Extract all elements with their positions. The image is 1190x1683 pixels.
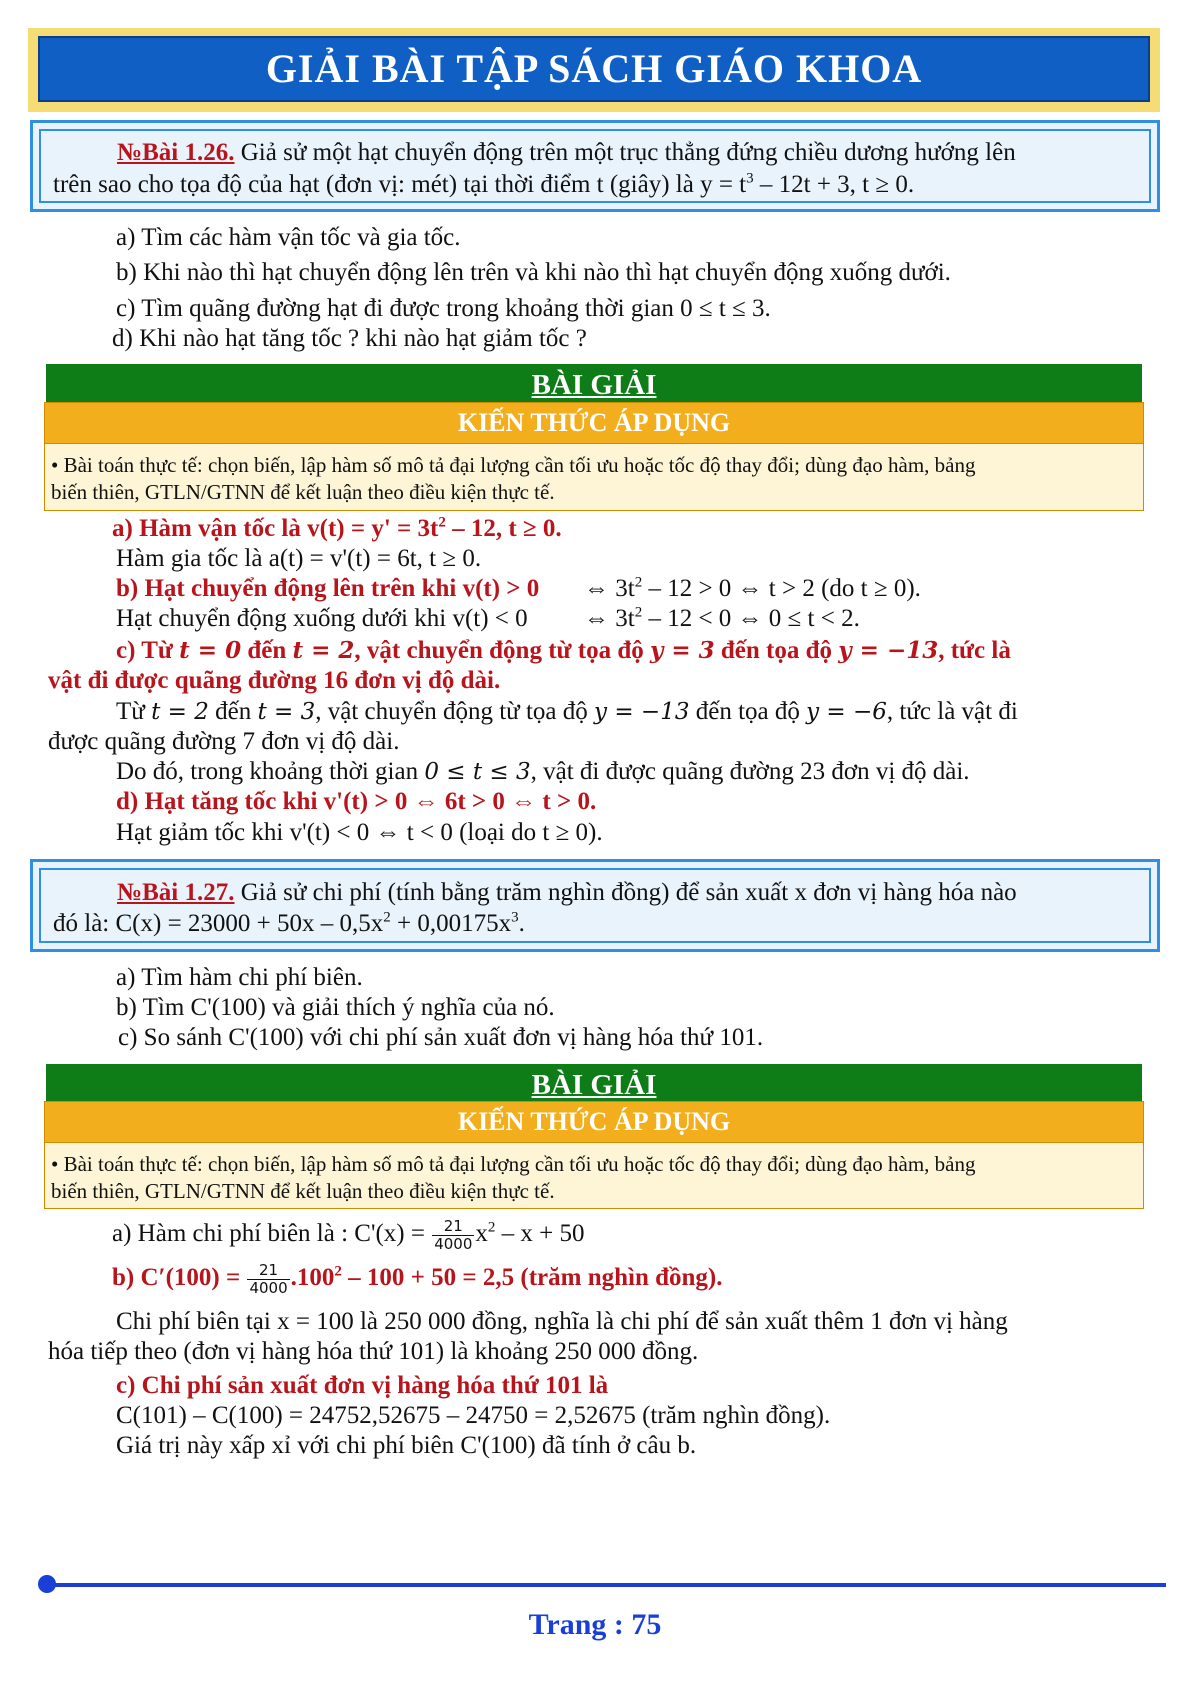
knowledge-1-heading: KIẾN THỨC ÁP DỤNG [44, 402, 1144, 444]
problem-1-item-b: b) Khi nào thì hạt chuyển động lên trên và khi nào thì hạt chuyển động xuống dưới. [116, 259, 951, 286]
solution-2-b-line2: Chi phí biên tại x = 100 là 250 000 đồng, nghĩa là chi phí để sản xuất thêm 1 đơn vị hàng [116, 1308, 1008, 1335]
knowledge-2-heading: KIẾN THỨC ÁP DỤNG [44, 1101, 1144, 1143]
problem-1-item-d: d) Khi nào hạt tăng tốc ? khi nào hạt giảm tốc ? [112, 325, 587, 352]
solution-2-heading: BÀI GIẢI [46, 1064, 1142, 1104]
solution-1-c-line2: vật đi được quãng đường 16 đơn vị độ dài. [48, 667, 501, 694]
solution-2-c-line1: c) Chi phí sản xuất đơn vị hàng hóa thứ 101 là [116, 1372, 609, 1399]
solution-1-b-line1-math: ⇔ $3t^2 - 12 > 0$ ⇔ t > 2 (do t ≥ 0). [584, 574, 921, 602]
problem-2-item-b: b) Tìm C'(100) và giải thích ý nghĩa của nó. [116, 994, 555, 1021]
problem-1-number: №Bài 1.26. [117, 139, 235, 166]
solution-2-a-line: a) Hàm chi phí biên là : C'(x) = $\frac{21}{4000}$ $x^2 - x + 50$ [112, 1216, 585, 1253]
problem-2-number: №Bài 1.27. [117, 879, 235, 906]
problem-2-statement: №Bài 1.27. Giả sử chi phí (tính bằng trăm nghìn đồng) để sản xuất x đơn vị hàng hóa nào [117, 879, 1017, 906]
page-number: Trang : 75 [528, 1608, 662, 1641]
solution-2-c-line3: Giá trị này xấp xỉ với chi phí biên C'(100) đã tính ở câu b. [116, 1432, 697, 1459]
solution-1-c-line3: Từ t = 2 đến t = 3, vật chuyển động từ tọa độ y = −13 đến tọa độ y = −6, tức là vật đi [116, 698, 1018, 725]
solution-1-d-line1: d) Hạt tăng tốc khi v'(t) > 0 ⇔ 6t > 0 ⇔ t > 0. [116, 788, 597, 815]
solution-2-c-line2: C(101) – C(100) = 24752,52675 – 24750 = 2,52675 (trăm nghìn đồng). [116, 1402, 831, 1429]
problem-1-item-a: a) Tìm các hàm vận tốc và gia tốc. [116, 224, 461, 251]
solution-1-a-line1: a) Hàm vận tốc là $v(t) = y' = 3t^2 - 12$, t ≥ 0. [112, 514, 562, 542]
fraction-21-4000-b: $\frac{21}{4000}$ [249, 1260, 288, 1297]
problem-1-box [30, 120, 1160, 212]
solution-1-b-line2-math: ⇔ $3t^2 - 12 < 0$ ⇔ 0 ≤ t < 2. [584, 604, 860, 632]
solution-2-b-line1: b) C′(100) = $\frac{21}{4000}$ .100$^2$ – 100 + 50 = 2,5 (trăm nghìn đồng). [112, 1260, 723, 1297]
knowledge-1-box: • Bài toán thực tế: chọn biến, lập hàm số mô tả đại lượng cần tối ưu hoặc tốc độ thay đổi; dùng đạo hàm, bảng biến thiên, GTLN/GTNN để kết luận theo điều kiện thực tế. [44, 443, 1144, 511]
problem-2-box [30, 859, 1160, 952]
problem-1-statement: №Bài 1.26. Giả sử một hạt chuyển động trên một trục thẳng đứng chiều dương hướng lên [117, 139, 1016, 166]
footer-dot [38, 1575, 56, 1593]
problem-2-statement-line2: đó là: $C(x) = 23000 + 50x - 0,5x^2 + 0,00175x^3$. [53, 909, 525, 937]
problem-2-item-c: c) So sánh C'(100) với chi phí sản xuất đơn vị hàng hóa thứ 101. [118, 1024, 764, 1051]
solution-1-b-line1: b) Hạt chuyển động lên trên khi v(t) > 0 [116, 575, 540, 602]
solution-1-heading: BÀI GIẢI [46, 364, 1142, 404]
solution-1-c-line5: Do đó, trong khoảng thời gian 0 ≤ t ≤ 3, vật đi được quãng đường 23 đơn vị độ dài. [116, 758, 970, 785]
solution-1-b-line2: Hạt chuyển động xuống dưới khi v(t) < 0 [116, 605, 528, 632]
solution-1-c-line1: c) Từ t = 0 đến t = 2, vật chuyển động từ tọa độ y = 3 đến tọa độ y = −13, tức là [116, 637, 1011, 664]
problem-1-statement-line2: trên sao cho tọa độ của hạt (đơn vị: mét) tại thời điểm t (giây) là $y = t^3 - 12t + 3$, t ≥ 0. [53, 170, 915, 198]
solution-2-b-line3: hóa tiếp theo (đơn vị hàng hóa thứ 101) là khoảng 250 000 đồng. [48, 1338, 699, 1365]
solution-1-a-line2: Hàm gia tốc là a(t) = v'(t) = 6t, t ≥ 0. [116, 545, 482, 572]
page-title: GIẢI BÀI TẬP SÁCH GIÁO KHOA [38, 36, 1150, 102]
fraction-21-4000: $\frac{21}{4000}$ [434, 1216, 473, 1253]
knowledge-2-box: • Bài toán thực tế: chọn biến, lập hàm số mô tả đại lượng cần tối ưu hoặc tốc độ thay đổi; dùng đạo hàm, bảng biến thiên, GTLN/GTNN để kết luận theo điều kiện thực tế. [44, 1142, 1144, 1209]
footer-rule [46, 1583, 1166, 1587]
problem-2-item-a: a) Tìm hàm chi phí biên. [116, 964, 363, 991]
solution-1-c-line4: được quãng đường 7 đơn vị độ dài. [48, 728, 400, 755]
problem-1-item-c: c) Tìm quãng đường hạt đi được trong khoảng thời gian 0 ≤ t ≤ 3. [116, 295, 771, 322]
solution-1-d-line2: Hạt giảm tốc khi v'(t) < 0 ⇔ t < 0 (loại do t ≥ 0). [116, 819, 603, 846]
